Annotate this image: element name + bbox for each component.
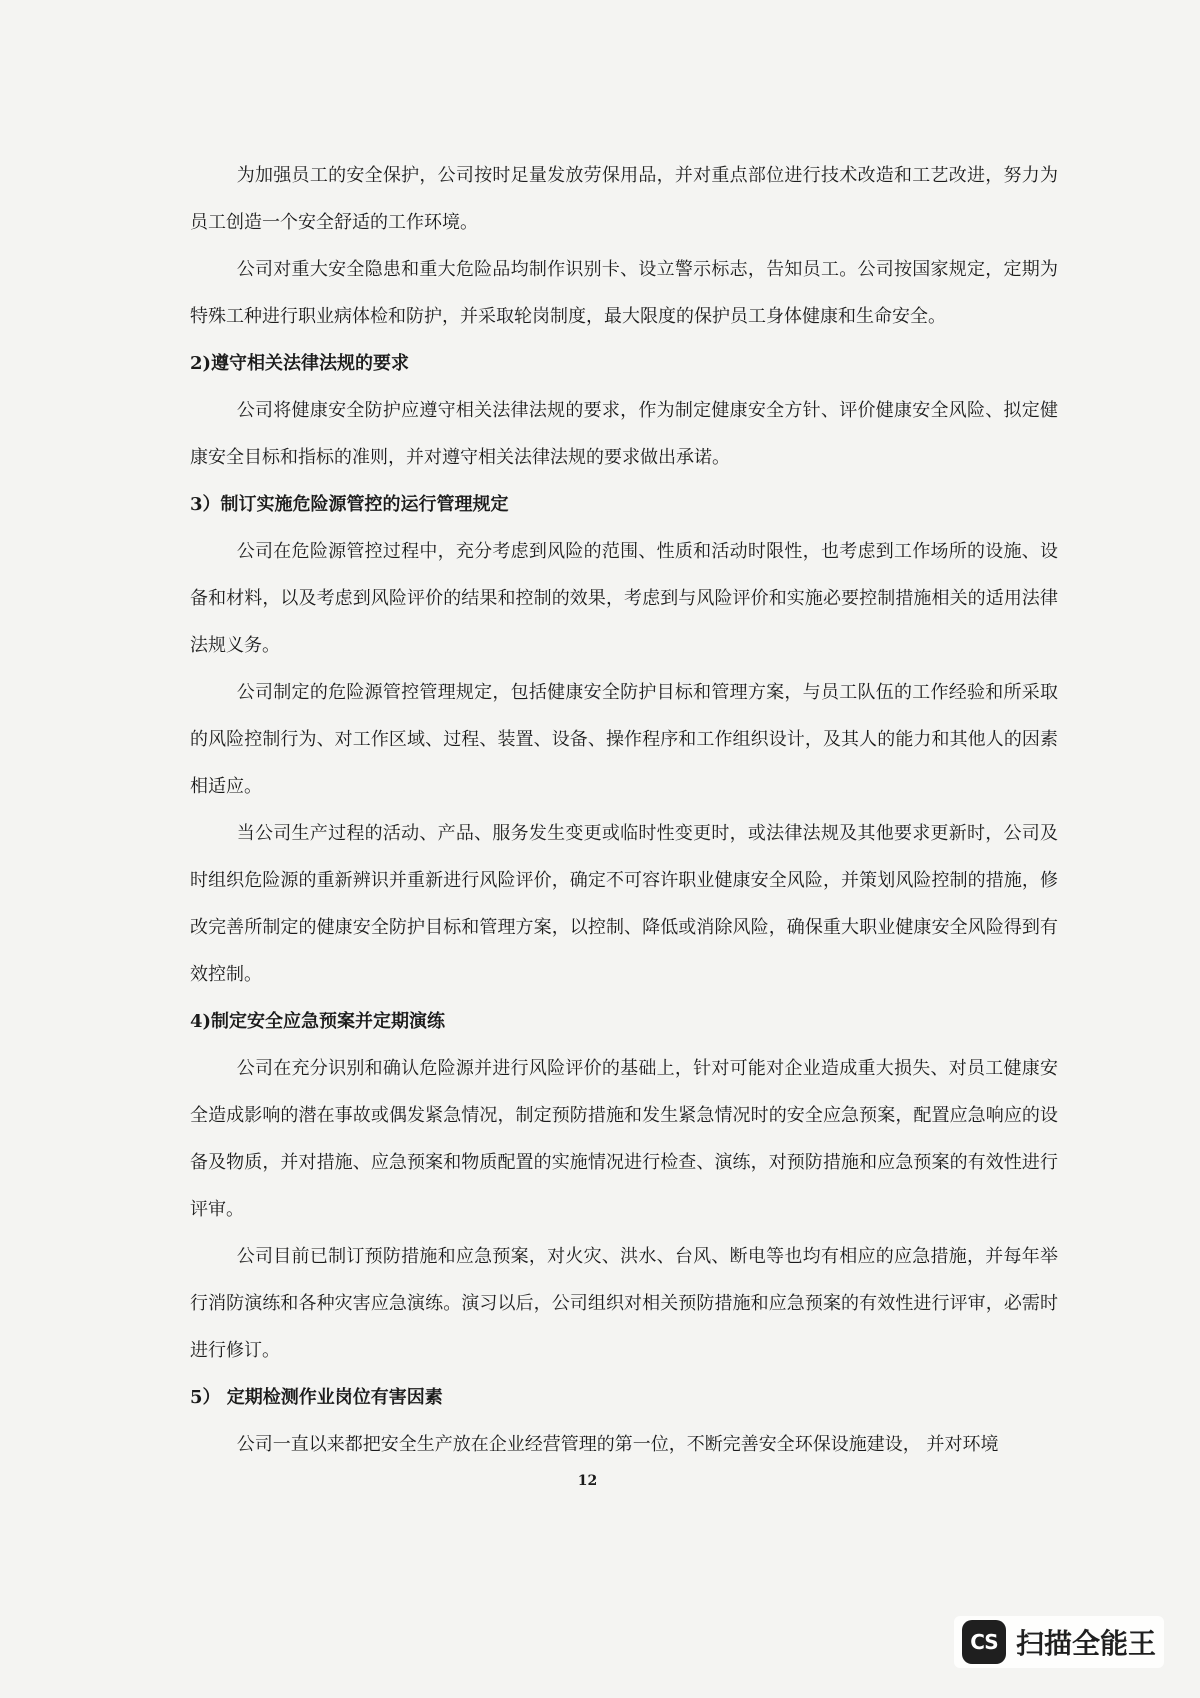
body-paragraph: 公司在危险源管控过程中，充分考虑到风险的范围、性质和活动时限性，也考虑到工作场所的设施、设备和材料，以及考虑到风险评价的结果和控制的效果，考虑到与风险评价和实施必要控制措施相关的适用法律法规义务。 bbox=[190, 541, 1058, 656]
camscanner-logo-icon: CS bbox=[962, 1620, 1006, 1664]
body-paragraph: 公司一直以来都把安全生产放在企业经营管理的第一位，不断完善安全环保设施建设， 并对环境 bbox=[236, 1434, 999, 1455]
body-paragraph: 公司目前已制订预防措施和应急预案，对火灾、洪水、台风、断电等也均有相应的应急措施，并每年举行消防演练和各种灾害应急演练。演习以后，公司组织对相关预防措施和应急预案的有效性进行评审，必需时进行修订。 bbox=[190, 1246, 1058, 1361]
body-paragraph: 为加强员工的安全保护，公司按时足量发放劳保用品，并对重点部位进行技术改造和工艺改进，努力为员工创造一个安全舒适的工作环境。 bbox=[190, 165, 1058, 233]
section-heading: 4)制定安全应急预案并定期演练 bbox=[190, 1011, 446, 1032]
page-number: 12 bbox=[577, 1473, 598, 1489]
section-heading: 5） 定期检测作业岗位有害因素 bbox=[190, 1387, 443, 1408]
watermark-app-name: 扫描全能王 bbox=[1015, 1627, 1156, 1660]
section-heading: 2)遵守相关法律法规的要求 bbox=[190, 353, 410, 374]
body-paragraph: 公司对重大安全隐患和重大危险品均制作识别卡、设立警示标志，告知员工。公司按国家规定，定期为特殊工种进行职业病体检和防护，并采取轮岗制度，最大限度的保护员工身体健康和生命安全。 bbox=[190, 259, 1058, 327]
body-paragraph: 公司制定的危险源管控管理规定，包括健康安全防护目标和管理方案，与员工队伍的工作经验和所采取的风险控制行为、对工作区域、过程、装置、设备、操作程序和工作组织设计，及其人的能力和其他人的因素相适应。 bbox=[190, 682, 1058, 797]
section-heading: 3）制订实施危险源管控的运行管理规定 bbox=[190, 494, 509, 515]
scanner-watermark bbox=[954, 1616, 1164, 1668]
body-paragraph: 公司将健康安全防护应遵守相关法律法规的要求，作为制定健康安全方针、评价健康安全风险、拟定健康安全目标和指标的准则，并对遵守相关法律法规的要求做出承诺。 bbox=[190, 400, 1058, 468]
body-paragraph: 当公司生产过程的活动、产品、服务发生变更或临时性变更时，或法律法规及其他要求更新时，公司及时组织危险源的重新辨识并重新进行风险评价，确定不可容许职业健康安全风险，并策划风险控制的措施，修改完善所制定的健康安全防护目标和管理方案，以控制、降低或消除风险，确保重大职业健康安全风险得到有效控制。 bbox=[190, 823, 1058, 985]
document-body bbox=[190, 152, 1058, 1468]
body-paragraph: 公司在充分识别和确认危险源并进行风险评价的基础上，针对可能对企业造成重大损失、对员工健康安全造成影响的潜在事故或偶发紧急情况，制定预防措施和发生紧急情况时的安全应急预案，配置应急响应的设备及物质，并对措施、应急预案和物质配置的实施情况进行检查、演练，对预防措施和应急预案的有效性进行评审。 bbox=[190, 1058, 1058, 1220]
